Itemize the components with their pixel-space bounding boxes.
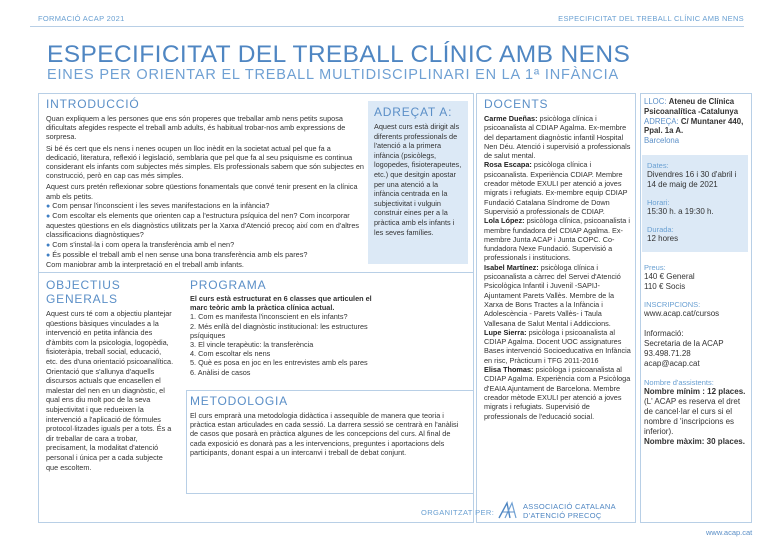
introduccio-closing: Com maniobrar amb la interpretació en el treball amb infants. [46, 260, 244, 270]
docents-list [484, 114, 632, 421]
docents-section [484, 97, 632, 421]
info-line1: Secretaria de la ACAP [644, 338, 724, 348]
durada-label: Durada: [647, 224, 674, 234]
adreca-value: C/ Muntaner 440, Ppal. 1a A. [644, 116, 744, 136]
docent-item: Rosa Escapa: psicòloga clínica i psicoanalista. Experiència CDIAP. Membre creador mètode EXULI per atenció a joves migrats i refugiats. Ex-membre equip CDIAP Fundació Catalana Síndrome de Down Supervisió a professionals de CDIAP. [484, 160, 628, 216]
adrecat-title: ADREÇAT A: [374, 105, 453, 119]
objectius-section [46, 278, 174, 472]
introduccio-body [46, 114, 364, 269]
city: Barcelona [644, 136, 680, 146]
introduccio-bullet: ● Com pensar l'inconscient i les seves manifestacions en la infància? [46, 200, 270, 210]
organizer-area [421, 499, 626, 523]
programa-item: 5. Què es posa en joc en les entrevistes amb els pares [190, 358, 368, 368]
programa-lead: El curs està estructurat en 6 classes que articulen el marc teòric amb la pràctica clínica actual. [190, 294, 372, 313]
inscripcions-label: INSCRIPCIONS: [644, 299, 701, 309]
lloc-label: LLOC: [644, 97, 667, 106]
introduccio-bullet: ● Com escoltar els elements que orienten cap a l'estructura psíquica del nen? Com incorporar aquestes qüestions en els diagnòstics utilitzats per la Xarxa d'Atenció precoç així com en d'altres classificacions diagnòstiques? [46, 211, 360, 240]
introduccio-section [46, 97, 364, 269]
lloc-value: Ateneu de Clínica Psicoanalítica -Catalunya [644, 97, 739, 116]
programa-item: 4. Com escoltar els nens [190, 349, 271, 359]
metodologia-title: METODOLOGIA [190, 394, 288, 408]
programa-item: 1. Com es manifesta l'inconscient en els infants? [190, 312, 348, 322]
intro-divider [38, 272, 474, 273]
programa-item: 3. El vincle terapèutic: la transferència [190, 340, 314, 350]
info-label: Informació: [644, 328, 684, 338]
docent-item: Elisa Thomas: psicòloga i psicoanalista al CDIAP Agalma. Experiència com a Psicòloga d'EAIA Ajuntament de Barcelona. Membre creador mètode EXULI per atenció a joves migrats i refugiats. Supervisió de professionals de l'educació social. [484, 365, 631, 421]
objectius-body: Aquest curs té com a objectiu plantejar qüestions bàsiques vinculades a la intervenció en petita infància des d'àmbits com la psicologia, logopèdia, fisioteràpia, treball social, educació, etc. des d'una orientació psicoanalítica. Orientació que s'allunya d'aquells discursos actuals que encasellen el malestar del nen en un diagnòstic, el qual ens diu molt poc de la seva subjectivitat i que redueixen la intervenció a l'aplicació de fórmules protocol·litzades iguals per a tots. És a dir treballar de cara a trobar, precisament, la modalitat d'atenció personal i única per a cada subjecte que escoltem. [46, 309, 174, 472]
header-divider [30, 26, 744, 27]
adrecat-body: Aquest curs està dirigit als diferents professionals de l'atenció a la primera infància (psicòlegs, logopedes, fisioterapeutes, etc.) que desitgin apostar per una atenció a la infància centrada en la subjectivitat i vulguin construir eines per a la pràctica amb els infants i les seves famílies. [374, 122, 462, 237]
info-block [644, 329, 748, 369]
bullet-icon: ● [46, 251, 51, 259]
preus-block [644, 263, 748, 292]
introduccio-p3: Aquest curs pretén reflexionar sobre qüestions fonamentals que convé tenir present en la clínica amb els petits. [46, 182, 358, 201]
adrecat-section [368, 101, 468, 264]
bullet-icon: ● [46, 241, 51, 249]
dates-value: Divendres 16 i 30 d'abril i 14 de maig de 2021 [647, 169, 737, 189]
inscripcions-link[interactable]: www.acap.cat/cursos [644, 308, 720, 318]
maxim-label: Nombre màxim: 30 places. [644, 436, 745, 446]
programa-item: 2. Més enllà del diagnòstic institucional: les estructures psíquiques [190, 321, 368, 340]
minim-note: (L' ACAP es reserva el dret de cancel·lar el curs si el nombre d 'inscripcions es inferior). [644, 396, 741, 436]
info-sidebar [644, 97, 748, 447]
page-header [38, 14, 744, 26]
organitzat-label: ORGANITZAT PER: [421, 508, 495, 517]
docents-title: DOCENTS [484, 97, 549, 111]
schedule-box [642, 155, 748, 252]
page-subtitle: EINES PER ORIENTAR EL TREBALL MULTIDISCIPLINARI EN LA 1ª INFÀNCIA [47, 67, 619, 83]
dates-label: Dates: [647, 160, 669, 170]
preu-general: 140 € General [644, 271, 695, 281]
preu-socis: 110 € Socis [644, 281, 686, 291]
horari-label: Horari: [647, 197, 670, 207]
inscripcions-block [644, 300, 748, 319]
docent-item: Lupe Sierra: psicòloga i psicoanalista al CDIAP Agalma. Docent UOC assignatures Bases intervenció Socioeducativa en Infància en risc, Pràcticum i TFG 2011-2016 [484, 327, 631, 365]
lloc-block [644, 97, 748, 146]
docent-item: Carme Dueñas: psicòloga clínica i psicoanalista al CDIAP Agalma. Ex-membre del departament diagnòstic infantil Hospital Nen Déu. Atenció i supervisió a professionals de salut mental. [484, 114, 631, 161]
docent-item: Isabel Martínez: psicòloga clínica i psicoanalista a càrrec del Servei d'Atenció Psicològica Infantil i Juvenil -SAPIJ- Ajuntament Parets Vallès. Membre de la Xarxa de Bons Tractes a la Infància i Adolescència - Parets Vallès- i Taula Vallesana de Salut Mental i Addiccions. [484, 262, 621, 328]
docent-item: Lola López: psicòloga clínica, psicoanalista i membre fundadora del CDIAP Agalma. Ex-membre Junta ACAP i Junta COPC. Co-fundadora Nexe Fundació. Supervisió a professionals i institucions. [484, 216, 631, 263]
bullet-icon: ● [46, 213, 51, 221]
durada-value: 12 hores [647, 233, 679, 243]
adreca-label: ADREÇA: [644, 116, 679, 126]
minim-label: Nombre mínim : 12 places. [644, 386, 746, 396]
introduccio-p1: Quan expliquem a les persones que ens són properes que treballar amb nens petits suposa dificultats afegides respecte el treball amb adults, és habitual trobar-nos amb expressions de sorpresa. [46, 114, 346, 142]
introduccio-title: INTRODUCCIÓ [46, 97, 140, 111]
footer-web-link[interactable]: www.acap.cat [706, 528, 753, 537]
info-email[interactable]: acap@acap.cat [644, 358, 700, 368]
metodologia-body: El curs emprarà una metodologia didàctica i assequible de manera que teoria i pràctica estan articulades en cada sessió. La darrera sessió se centrarà en l'anàlisi de casos que posarà en pràctica algunes de les concepcions del curs. Al final de cada exposició es donarà pas a les intervencions, preguntes i aportacions dels participants, donant espai a un intercanvi i treball de debat conjunt. [190, 411, 459, 457]
org-line2: D'ATENCIÓ PRECOÇ [523, 511, 602, 520]
introduccio-p2: Si bé és cert que els nens i nenes ocupen un lloc inèdit en la societat actual pel que fa a dedicació, literatura, reflexió i legislació, semblaria que pel que fa al seu psiquisme es continua considerant els infants com subjectes més simples. Els professionals sabem que són subjectes en construcció, però en cap cas més simples. [46, 143, 364, 181]
horari-value: 15:30 h. a 19:30 h. [647, 206, 714, 216]
programa-item: 6. Anàlisi de casos [190, 367, 251, 377]
objectius-title: OBJECTIUS GENERALS [46, 278, 121, 306]
header-left: FORMACIÓ ACAP 2021 [38, 14, 125, 23]
org-line1: ASSOCIACIÓ CATALANA [523, 502, 616, 511]
programa-title: PROGRAMA [190, 278, 267, 292]
assistents-block [644, 378, 748, 447]
header-right: ESPECIFICITAT DEL TREBALL CLÍNIC AMB NENS [558, 14, 744, 23]
programa-body [190, 294, 390, 377]
acap-logo-icon [497, 499, 519, 521]
preus-label: Preus: [644, 262, 666, 272]
org-name [523, 502, 616, 520]
info-phone[interactable]: 93.498.71.28 [644, 348, 691, 358]
introduccio-bullet: ● És possible el treball amb el nen sense una bona transferència amb els pares? [46, 249, 308, 259]
programa-section [190, 278, 390, 377]
assistents-label: Nombre d'assistents: [644, 377, 714, 387]
page-title: ESPECIFICITAT DEL TREBALL CLÍNIC AMB NENS [47, 41, 631, 68]
metodologia-frame [186, 390, 474, 494]
introduccio-bullet: ● Com s'instal·la i com opera la transferència amb el nen? [46, 239, 235, 249]
bullet-icon: ● [46, 202, 51, 210]
